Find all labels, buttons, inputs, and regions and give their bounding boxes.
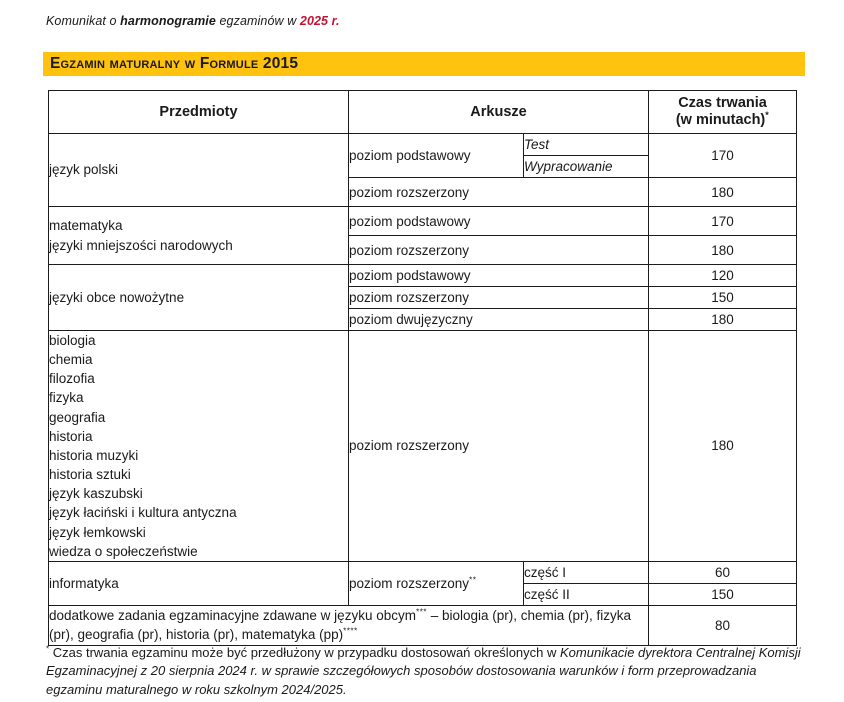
footnote xyxy=(46,644,806,699)
cell-subject-informatics: informatyka xyxy=(49,561,349,605)
cell-level-foreign-bilingual: poziom dwujęzyczny xyxy=(349,309,649,331)
list-item: filozofia xyxy=(49,371,95,387)
cell-time-informatics-1: 60 xyxy=(649,561,797,583)
cell-level-polish-extended: poziom rozszerzony xyxy=(349,178,649,207)
level-informatics-label: poziom rozszerzony xyxy=(349,575,470,591)
table-row xyxy=(49,561,797,583)
cell-level-informatics xyxy=(349,561,524,605)
list-item: język łemkowski xyxy=(49,524,146,540)
list-item: biologia xyxy=(49,333,96,348)
level-informatics-marker: ** xyxy=(469,574,477,585)
list-item: historia xyxy=(49,428,93,444)
cell-additional-tasks xyxy=(49,605,649,645)
header-duration-line1: Czas trwania xyxy=(678,95,767,112)
header-duration xyxy=(649,91,797,134)
footnote-text: Czas trwania egzaminu może być przedłużony w przypadku dostosowań określonych w xyxy=(49,645,560,660)
subject-list xyxy=(49,331,348,561)
cell-subject-polish: język polski xyxy=(49,134,349,207)
list-item: fizyka xyxy=(49,390,84,406)
cell-time-foreign-extended: 150 xyxy=(649,287,797,309)
cell-time-foreign-basic: 120 xyxy=(649,265,797,287)
list-item: geografia xyxy=(49,409,106,425)
running-head-year: 2025 r. xyxy=(299,14,340,28)
running-head-prefix: Komunikat o xyxy=(46,14,121,28)
table-row xyxy=(49,134,797,156)
list-item: język łaciński i kultura antyczna xyxy=(49,505,237,521)
cell-part-informatics-2: część II xyxy=(524,583,649,605)
exam-schedule-table-wrapper xyxy=(48,90,796,646)
cell-time-informatics-2: 150 xyxy=(649,583,797,605)
cell-level-polish-basic: poziom podstawowy xyxy=(349,134,524,178)
running-head xyxy=(46,14,340,28)
additional-text-1: dodatkowe zadania egzaminacyjne zdawane w języku obcym xyxy=(49,607,416,623)
cell-time-additional: 80 xyxy=(649,605,797,645)
section-banner-title: Egzamin maturalny w Formule 2015 xyxy=(50,55,299,73)
cell-level-extended-group: poziom rozszerzony xyxy=(349,331,649,562)
running-head-bold: harmonogramie xyxy=(120,14,216,28)
cell-part-informatics-1: część I xyxy=(524,561,649,583)
cell-subject-extended-group xyxy=(49,331,349,562)
cell-time-polish-extended: 180 xyxy=(649,178,797,207)
additional-marker-2: **** xyxy=(343,625,358,636)
cell-subject-foreign: języki obce nowożytne xyxy=(49,265,349,331)
table-row xyxy=(49,207,797,236)
list-item: język kaszubski xyxy=(49,486,143,502)
subject-math: matematyka xyxy=(49,218,123,234)
cell-part-test: Test xyxy=(524,134,649,156)
cell-level-math-basic: poziom podstawowy xyxy=(349,207,649,236)
cell-time-math-basic: 170 xyxy=(649,207,797,236)
cell-level-foreign-basic: poziom podstawowy xyxy=(349,265,649,287)
table-row xyxy=(49,265,797,287)
footnote-reference: Komunikacie dyrektora Centralnej Komisji Egzaminacyjnej z 20 sierpnia 2024 r. w sprawie szczegółowych sposobów dostosowania warunków i form przeprowadzania egzaminu maturalnego w roku szkolnym 2024/2025. xyxy=(46,645,801,697)
header-duration-line2: (w minutach) xyxy=(675,112,766,128)
cell-time-extended-group: 180 xyxy=(649,331,797,562)
table-header-row xyxy=(49,91,797,134)
cell-part-essay: Wypracowanie xyxy=(524,156,649,178)
cell-time-foreign-bilingual: 180 xyxy=(649,309,797,331)
header-duration-marker: * xyxy=(765,110,770,121)
additional-marker-1: *** xyxy=(415,606,427,617)
table-row xyxy=(49,331,797,562)
running-head-middle: egzaminów w xyxy=(215,14,300,28)
cell-time-polish-basic: 170 xyxy=(649,134,797,178)
cell-level-foreign-extended: poziom rozszerzony xyxy=(349,287,649,309)
list-item: chemia xyxy=(49,352,93,368)
section-banner xyxy=(43,52,805,76)
cell-time-math-extended: 180 xyxy=(649,236,797,265)
table-row xyxy=(49,605,797,645)
list-item: historia sztuki xyxy=(49,467,131,483)
additional-text-2: – biologia (pr), chemia (pr), fizyka (pr), geografia (pr), historia (pr), matematyka (pp) xyxy=(49,607,632,643)
footnote-marker: * xyxy=(46,644,50,654)
header-sheets: Arkusze xyxy=(349,91,649,134)
subject-minority-languages: języki mniejszości narodowych xyxy=(49,237,233,253)
exam-schedule-table xyxy=(48,90,797,646)
cell-level-math-extended: poziom rozszerzony xyxy=(349,236,649,265)
header-subjects: Przedmioty xyxy=(49,91,349,134)
list-item: historia muzyki xyxy=(49,447,139,463)
cell-subject-math-minority xyxy=(49,207,349,265)
list-item: wiedza o społeczeństwie xyxy=(49,543,198,559)
